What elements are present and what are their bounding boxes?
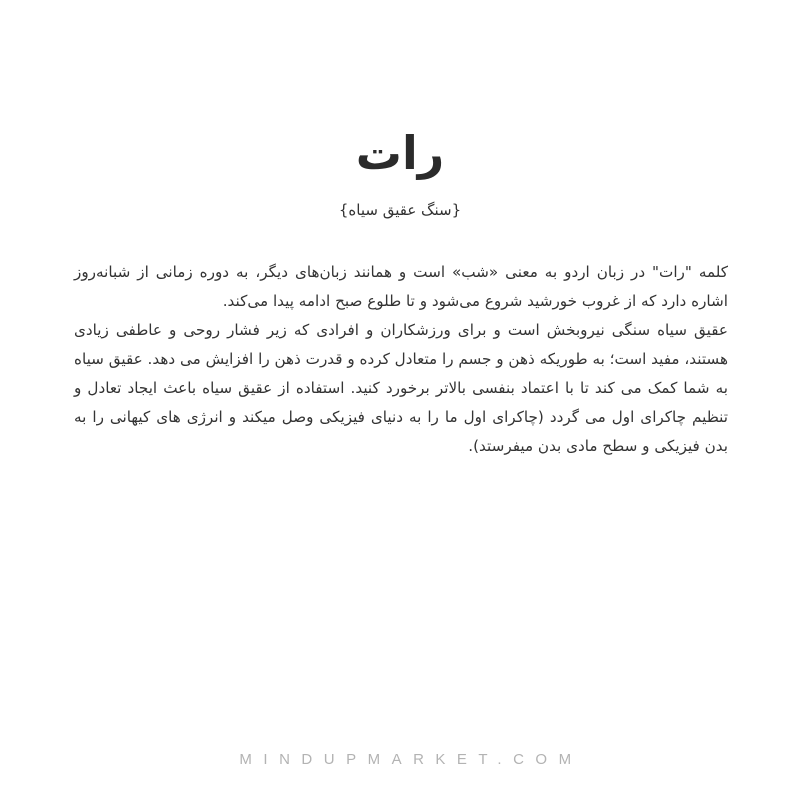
paragraph-black-agate: عقیق سیاه سنگی نیروبخش است و برای ورزشکاران و افرادی که زیر فشار روحی و عاطفی زیادی هستند، مفید است؛ به طوریکه ذهن و جسم را متعادل کرده و قدرت ذهن را افزایش می دهد. عقیق سیاه به شما کمک می کند تا با اعتماد بنفسی بالاتر برخورد کنید. استفاده از عقیق سیاه باعث ایجاد تعادل و تنظیم چاکرای اول می گردد (چاکرای اول ما را به دنیای فیزیکی وصل میکند و انرژی های کیهانی را به بدن فیزیکی و سطح مادی بدن میفرستد).	[74, 321, 728, 455]
footer-brand: MINDUPMARKET.COM	[239, 751, 583, 768]
page-title: رات	[355, 126, 445, 180]
body-text	[74, 258, 728, 461]
page-subtitle: {سنگ عقیق سیاه}	[338, 201, 462, 219]
paragraph-meaning: کلمه "رات" در زبان اردو به معنی «شب» است و همانند زبان‌های دیگر، به دوره زمانی از شبانه‌روز اشاره دارد که از غروب خورشید شروع می‌شود و تا طلوع صبح ادامه پیدا می‌کند.	[74, 263, 728, 310]
